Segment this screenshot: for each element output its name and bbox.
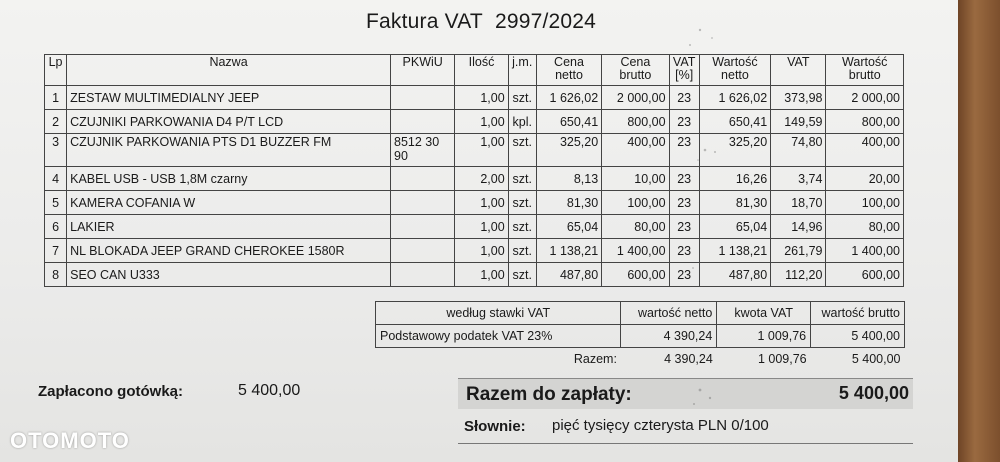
words-value: pięć tysięcy czterysta PLN 0/100: [552, 417, 769, 434]
item-unit: szt.: [508, 191, 536, 215]
item-unit: szt.: [508, 239, 536, 263]
item-name: ZESTAW MULTIMEDIALNY JEEP: [67, 86, 391, 110]
item-net-value: 81,30: [699, 191, 770, 215]
item-pkwiu: [391, 239, 455, 263]
item-net-value: 1 626,02: [699, 86, 770, 110]
item-quantity: 1,00: [455, 86, 508, 110]
table-row: [45, 134, 904, 167]
vat-header-rate: według stawki VAT: [376, 302, 621, 325]
table-surface: [958, 0, 1000, 462]
item-name: CZUJNIK PARKOWANIA PTS D1 BUZZER FM: [67, 134, 391, 167]
item-unit: kpl.: [508, 110, 536, 134]
table-row: [45, 215, 904, 239]
col-ilosc: Ilość: [455, 55, 508, 86]
item-lp: 6: [45, 215, 67, 239]
item-unit-net: 650,41: [536, 110, 601, 134]
item-unit-net: 325,20: [536, 134, 601, 167]
col-wartosc-netto: Wartość netto: [699, 55, 770, 86]
item-quantity: 1,00: [455, 110, 508, 134]
col-cena-netto: Cena netto: [536, 55, 601, 86]
item-name: NL BLOKADA JEEP GRAND CHEROKEE 1580R: [67, 239, 391, 263]
item-pkwiu: [391, 191, 455, 215]
item-vat-amount: 74,80: [771, 134, 826, 167]
item-vat-rate: 23: [669, 86, 699, 110]
vat-row-brutto: 5 400,00: [811, 325, 905, 348]
item-unit: szt.: [508, 167, 536, 191]
item-unit-net: 8,13: [536, 167, 601, 191]
words-label: Słownie:: [464, 418, 526, 435]
col-vat-pct: VAT [%]: [669, 55, 699, 86]
items-table: [44, 54, 904, 287]
item-net-value: 16,26: [699, 167, 770, 191]
item-net-value: 325,20: [699, 134, 770, 167]
watermark-logo: OTOMOTO: [10, 428, 130, 453]
item-lp: 7: [45, 239, 67, 263]
item-vat-rate: 23: [669, 167, 699, 191]
item-net-value: 65,04: [699, 215, 770, 239]
table-row: [45, 167, 904, 191]
item-unit-gross: 10,00: [602, 167, 669, 191]
invoice-title: [366, 10, 596, 34]
item-vat-rate: 23: [669, 110, 699, 134]
invoice-number: 2997/2024: [494, 10, 597, 33]
item-gross-value: 80,00: [826, 215, 904, 239]
item-unit-net: 65,04: [536, 215, 601, 239]
item-vat-amount: 261,79: [771, 239, 826, 263]
table-row: [45, 239, 904, 263]
item-vat-amount: 373,98: [771, 86, 826, 110]
item-vat-rate: 23: [669, 134, 699, 167]
items-header-row: [45, 55, 904, 86]
col-vat: VAT: [771, 55, 826, 86]
col-pkwiu: PKWiU: [391, 55, 455, 86]
vat-summary-total: [376, 348, 905, 371]
vat-row-vat: 1 009,76: [717, 325, 811, 348]
item-quantity: 1,00: [455, 134, 508, 167]
item-unit: szt.: [508, 215, 536, 239]
item-unit-gross: 2 000,00: [602, 86, 669, 110]
item-vat-rate: 23: [669, 191, 699, 215]
vat-summary-table: [375, 301, 905, 370]
total-due-bar: [458, 378, 913, 409]
item-gross-value: 2 000,00: [826, 86, 904, 110]
item-vat-rate: 23: [669, 239, 699, 263]
item-unit: szt.: [508, 134, 536, 167]
item-gross-value: 800,00: [826, 110, 904, 134]
col-cena-brutto: Cena brutto: [602, 55, 669, 86]
item-unit-gross: 800,00: [602, 110, 669, 134]
item-lp: 4: [45, 167, 67, 191]
item-unit-net: 487,80: [536, 263, 601, 287]
vat-row-label: Podstawowy podatek VAT 23%: [376, 325, 621, 348]
item-gross-value: 20,00: [826, 167, 904, 191]
item-unit-net: 81,30: [536, 191, 601, 215]
payment-value: 5 400,00: [238, 382, 301, 399]
table-row: [45, 86, 904, 110]
item-name: SEO CAN U333: [67, 263, 391, 287]
item-vat-rate: 23: [669, 215, 699, 239]
item-pkwiu: [391, 263, 455, 287]
item-vat-amount: 149,59: [771, 110, 826, 134]
item-unit-gross: 400,00: [602, 134, 669, 167]
item-vat-amount: 18,70: [771, 191, 826, 215]
item-pkwiu: [391, 86, 455, 110]
item-gross-value: 400,00: [826, 134, 904, 167]
total-due-label: Razem do zapłaty:: [466, 384, 632, 405]
item-quantity: 1,00: [455, 191, 508, 215]
item-lp: 3: [45, 134, 67, 167]
vat-header-brutto: wartość brutto: [811, 302, 905, 325]
vat-header-netto: wartość netto: [621, 302, 717, 325]
vat-summary-header: [376, 302, 905, 325]
vat-total-label: Razem:: [573, 352, 617, 366]
col-nazwa: Nazwa: [67, 55, 391, 86]
item-lp: 5: [45, 191, 67, 215]
signature-line: [458, 443, 913, 444]
item-quantity: 2,00: [455, 167, 508, 191]
table-row: [45, 191, 904, 215]
item-net-value: 487,80: [699, 263, 770, 287]
item-unit-net: 1 138,21: [536, 239, 601, 263]
col-wartosc-brutto: Wartość brutto: [826, 55, 904, 86]
vat-total-brutto: 5 400,00: [851, 352, 901, 366]
vat-total-netto: 4 390,24: [664, 352, 713, 366]
item-quantity: 1,00: [455, 215, 508, 239]
col-jm: j.m.: [508, 55, 536, 86]
item-name: LAKIER: [67, 215, 391, 239]
item-name: KAMERA COFANIA W: [67, 191, 391, 215]
vat-header-vat: kwota VAT: [717, 302, 811, 325]
item-unit-net: 1 626,02: [536, 86, 601, 110]
item-net-value: 1 138,21: [699, 239, 770, 263]
item-unit: szt.: [508, 263, 536, 287]
item-quantity: 1,00: [455, 239, 508, 263]
item-pkwiu: [391, 215, 455, 239]
table-row: [45, 110, 904, 134]
item-vat-rate: 23: [669, 263, 699, 287]
items-body: [45, 86, 904, 287]
vat-summary-row: [376, 325, 905, 348]
total-due-value: 5 400,00: [838, 383, 909, 403]
item-unit-gross: 600,00: [602, 263, 669, 287]
col-lp: Lp: [45, 55, 67, 86]
item-unit: szt.: [508, 86, 536, 110]
item-name: CZUJNIKI PARKOWANIA D4 P/T LCD: [67, 110, 391, 134]
item-pkwiu: [391, 167, 455, 191]
payment-label: Zapłacono gotówką:: [38, 383, 184, 400]
table-row: [45, 263, 904, 287]
item-name: KABEL USB - USB 1,8M czarny: [67, 167, 391, 191]
vat-row-netto: 4 390,24: [621, 325, 717, 348]
item-lp: 1: [45, 86, 67, 110]
item-pkwiu: 8512 30 90: [391, 134, 455, 167]
item-unit-gross: 100,00: [602, 191, 669, 215]
item-net-value: 650,41: [699, 110, 770, 134]
item-vat-amount: 112,20: [771, 263, 826, 287]
item-unit-gross: 80,00: [602, 215, 669, 239]
item-quantity: 1,00: [455, 263, 508, 287]
item-lp: 2: [45, 110, 67, 134]
item-vat-amount: 3,74: [771, 167, 826, 191]
item-gross-value: 600,00: [826, 263, 904, 287]
item-pkwiu: [391, 110, 455, 134]
item-lp: 8: [45, 263, 67, 287]
item-unit-gross: 1 400,00: [602, 239, 669, 263]
item-gross-value: 1 400,00: [826, 239, 904, 263]
vat-total-vat: 1 009,76: [757, 352, 807, 366]
item-vat-amount: 14,96: [771, 215, 826, 239]
item-gross-value: 100,00: [826, 191, 904, 215]
invoice-title-text: Faktura VAT: [366, 10, 483, 33]
